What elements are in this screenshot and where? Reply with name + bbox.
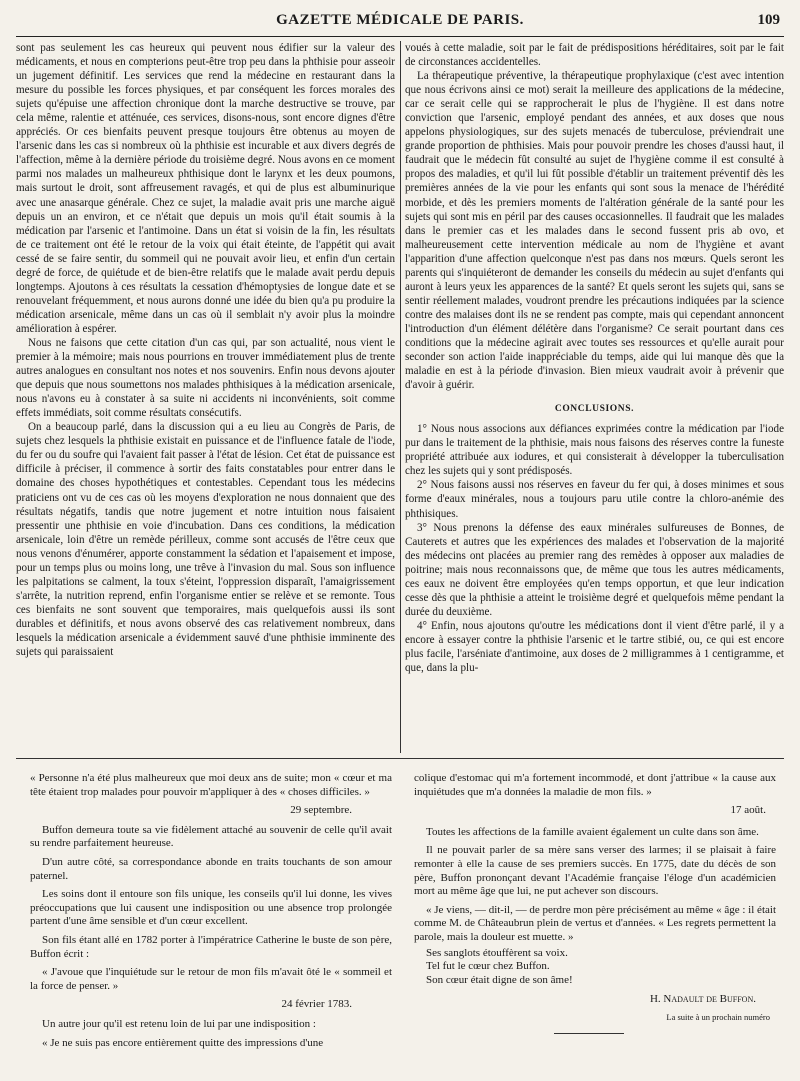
paragraph: Les soins dont il entoure son fils unique, les conseils qu'il lui donne, les vives préoccupations que lui causent une indisposition ou une absence trop prolongée partent d'une âme sensible et d'un cœur excellent. <box>30 888 392 928</box>
letter-quote: « J'avoue que l'inquiétude sur le retour de mon fils m'avait ôté le « sommeil et la force de penser. » <box>30 966 392 992</box>
feuilleton-left-column <box>30 772 392 1070</box>
paragraph: sont pas seulement les cas heureux qui peuvent nous édifier sur la valeur des médicaments, et nous en compterions peut-être trop peu dans la phthisie pour asseoir un jugement définitif. Les services que rend la médecine en restaurant dans la mesure du possible les forces physiques, et par conséquent les forces morales des sujets qu'épuise une affection chronique dont la marche destructive se trouve, par cela même, ralentie et atténuée, ces services, disons-nous, sont encore dignes d'être appréciés. Or ces bienfaits peuvent presque toujours être obtenus au moyen de l'arsenic dans les cas si nombreux où la phthisie est incurable et aux divers degrés de l'affection, même à la dernière période du troisième degré. Nous avons en ce moment parmi nos malades un malheureux phthisique dont le larynx et les deux poumons, mais surtout le droit, sont affreusement ravagés, et qui de plus est albuminurique avec une anasarque générale. Chez ce sujet, la maladie avait pris une marche aiguë depuis un an environ, et ce n'était que depuis un mois qu'il était soumis à la médication par l'arsenic et l'antimoine. Dans un état si voisin de la fin, les résultats de ce traitement ont été le retour de la voix qui était éteinte, de l'appétit qui avait cessé de se faire sentir, du sommeil qui ne pouvait avoir lieu, et enfin d'un certain degré de force, de quiétude et de bien-être relatifs que le malade avait perdu depuis longtemps. Ajoutons à ces résultats la cessation d'hémoptysies de longue date et se renouvelant fréquemment, et nous aurons donné une idée du bien qu'a pu produire la médication arsenicale, même dans un cas où il semblait n'y avoir plus la moindre amélioration à espérer. <box>16 42 395 335</box>
page-title: GAZETTE MÉDICALE DE PARIS. <box>276 12 524 28</box>
conclusion-item: 4° Enfin, nous ajoutons qu'outre les médications dont il vient d'être parlé, il y a encore à essayer contre la phthisie l'arsenic et le tartre stibié, ou, ce qui est encore plus facile, l'arséniate d'antimoine, aux doses de 2 milligrammes à 1 centigramme, et que, dans la plu- <box>405 619 784 675</box>
paragraph: Toutes les affections de la famille avaient également un culte dans son âme. <box>426 825 759 838</box>
paragraph: La thérapeutique préventive, la thérapeutique prophylaxique (c'est avec intention que nous écrivons ainsi ce mot) serait la meilleure des applications de la médecine, car ce serait celle qui se rapprocherait le plus de l'hygiène. Il est dans notre conviction que l'arsenic, employé pendant des années, et aux doses que nous appelons physiologiques, sur des sujets menacés de tuberculose, préviendrait une grande proportion de phthisies. Mais pour pouvoir prendre les choses d'aussi haut, il faudrait que le médecin fût consulté au sujet de l'hygiène comme il est consulté à propos des maladies, et qu'il lui fût possible d'établir un traitement préventif dès les premières années de la vie pour les enfants qui sont sous la menace de l'hérédité morbide, et dès les premiers moments de l'altération générale de la santé pour les sujets qui sont mis en péril par des causes occasionnelles. Il faudrait que les malades dans le premier cas et les malades dans le second fussent pris ab ovo, et malheureusement cette intervention médicale au nom de l'hygiène et avant l'apparition d'une affection quelconque n'est pas dans nos mœurs. Quels seront les parents qui s'inquiéteront de demander les conseils du médecin au sujet d'enfants qui auront à leurs yeux les apparences de la santé? Et quels seront les sujets qui, sans se sentir réellement malades, voudront prendre les précautions indiquées par la science contre des malaises dont ils ne se rendent pas compte, mais qui cependant annoncent l'introduction d'un élément délétère dans l'organisme? Ce serait pourtant dans ces conditions que la médecine agirait avec toutes ses ressources et qu'elle aurait pour seconder son action l'aide inappréciable du temps, aide qui lui manque dès que la maladie en est à la période d'invasion. Bien mieux vaudrait avoir à prévenir que d'avoir à guérir. <box>405 70 784 392</box>
letter-date: 24 février 1783. <box>281 998 352 1011</box>
feuilleton-right-column <box>414 772 776 1070</box>
verse-line: Tel fut le cœur chez Buffon. <box>426 960 550 973</box>
column-divider <box>400 41 401 753</box>
paragraph: voués à cette maladie, soit par le fait de prédispositions héréditaires, soit par le fait de circonstances accidentelles. <box>405 42 784 69</box>
feuilleton-separator <box>16 758 784 759</box>
letter-date: 17 août. <box>730 804 766 817</box>
verse-line: Son cœur était digne de son âme! <box>426 973 573 986</box>
end-rule <box>554 1033 624 1034</box>
continuation-note: La suite à un prochain numéro <box>666 1011 770 1022</box>
speech-quote: « Je viens, — dit-il, — de perdre mon père précisément au même « âge : il était comme M. de Châteaubrun plein de vertus et d'années. « Les regrets permettent la parole, mais la douleur est muette. » <box>414 903 776 943</box>
article-columns <box>16 37 784 757</box>
paragraph: Il ne pouvait parler de sa mère sans verser des larmes; il se plaisait à faire remonter à elle la cause de ses premiers succès. En 1775, date du décès de son père, Buffon prononçant devant l'Académie française l'éloge d'un académicien mort au même âge que lui, ne put achever son discours. <box>414 844 776 898</box>
conclusion-item: 1° Nous nous associons aux défiances exprimées contre la médication par l'iode pur dans le traitement de la phthisie, mais nous faisons des réserves contre la funeste propriété attribuée aux iodures, et qui consisterait à développer la tuberculisation chez les sujets qui y sont prédisposés. <box>405 423 784 478</box>
paragraph: Un autre jour qu'il est retenu loin de lui par une indisposition : <box>42 1017 316 1030</box>
paragraph: On a beaucoup parlé, dans la discussion qui a eu lieu au Congrès de Paris, de sujets chez lesquels la phthisie existait en puissance et de l'influence fatale de l'iode, du fer ou du soufre qui l'avaient fait passer à l'état de lésion. Cet état de puissance est difficile à préciser, il commence à sortir des faits constatables pour entrer dans le domaine des choses hypothétiques et contestables. Cependant tous les médecins praticiens ont vu de ces cas où les moyens d'exploration ne nous donnaient que des résultats négatifs, tandis que notre jugement et notre intuition nous faisaient pressentir une phthisie en voie d'incubation. Dans ces conditions, la médication arsenicale, loin d'être un remède périlleux, comme sont accusés de l'être ceux que nous venons d'énumérer, apporte constamment la sédation et l'apaisement et impose, pour un temps plus ou moins long, une trêve à l'invasion du mal. Sous son influence les palpitations se calment, la toux s'éteint, l'oppression disparaît, l'amaigrissement s'arrête, la nutrition reprend, enfin l'organisme entier se relève et se remonte. Tous ces bienfaits ne sont souvent que temporaires, mais quelquefois aussi ils sont durables et définitifs, et nous avons observé des cas relativement nombreux, dans lesquels la médication arsenicale a évidemment sauvé d'une phthisie imminente des sujets qui paraissaient <box>16 421 395 659</box>
conclusion-item: 3° Nous prenons la défense des eaux minérales sulfureuses de Bonnes, de Cauterets et autres que les expériences des malades et l'observation de la majorité des médecins ont placées au premier rang des remèdes à opposer aux maladies de poitrine; mais nous reconnaissons que, de même que tous les autres médicaments, ces eaux ne doivent être employées qu'en temps opportun, et que leur indication cesse dès que la phthisie a atteint le troisième degré et quelquefois même pendant la durée du deuxième. <box>405 521 784 618</box>
paragraph: D'un autre côté, sa correspondance abonde en traits touchants de son amour paternel. <box>30 855 392 882</box>
newspaper-page <box>16 10 784 1072</box>
paragraph: Son fils étant allé en 1782 porter à l'impératrice Catherine le buste de son père, Buffon écrit : <box>30 933 392 960</box>
author-signature: H. Nadault de Buffon. <box>649 993 756 1006</box>
page-header <box>16 10 784 37</box>
verse-line: Ses sanglots étouffèrent sa voix. <box>426 946 568 959</box>
page-number: 109 <box>757 12 780 28</box>
right-column <box>405 41 784 757</box>
conclusion-item: 2° Nous faisons aussi nos réserves en faveur du fer qui, à doses minimes et sous forme d'eaux minérales, nous a toujours paru utile contre la chloro-anémie des phthisiques. <box>405 479 784 520</box>
letter-date: 29 septembre. <box>290 804 352 817</box>
left-column <box>16 41 395 757</box>
paragraph: Nous ne faisons que cette citation d'un cas qui, par son actualité, nous vient le premier à la mémoire; mais nous pourrions en trouver immédiatement plus de trente autres analogues en consultant nos notes et nos souvenirs. Enfin nous devons ajouter que depuis que nous soumettons nos malades phthisiques à la médication arsenicale, nous n'avons eu à constater à sa suite ni accidents ni inconvénients, soit comme effets immédiats, soit comme résultats consécutifs. <box>16 336 395 420</box>
paragraph: Buffon demeura toute sa vie fidèlement attaché au souvenir de celle qu'il avait su rendre parfaitement heureuse. <box>30 823 392 850</box>
letter-quote: « Personne n'a été plus malheureux que moi deux ans de suite; mon « cœur et ma tête étaient trop malades pour pouvoir m'appliquer à des « choses difficiles. » <box>30 772 392 798</box>
conclusions-heading: CONCLUSIONS. <box>554 404 635 415</box>
letter-quote: colique d'estomac qui m'a fortement incommodé, et dont j'attribue « la cause aux inquiétudes que m'a données la maladie de mon fils. » <box>414 772 776 798</box>
letter-quote: « Je ne suis pas encore entièrement quitte des impressions d'une <box>42 1036 324 1049</box>
